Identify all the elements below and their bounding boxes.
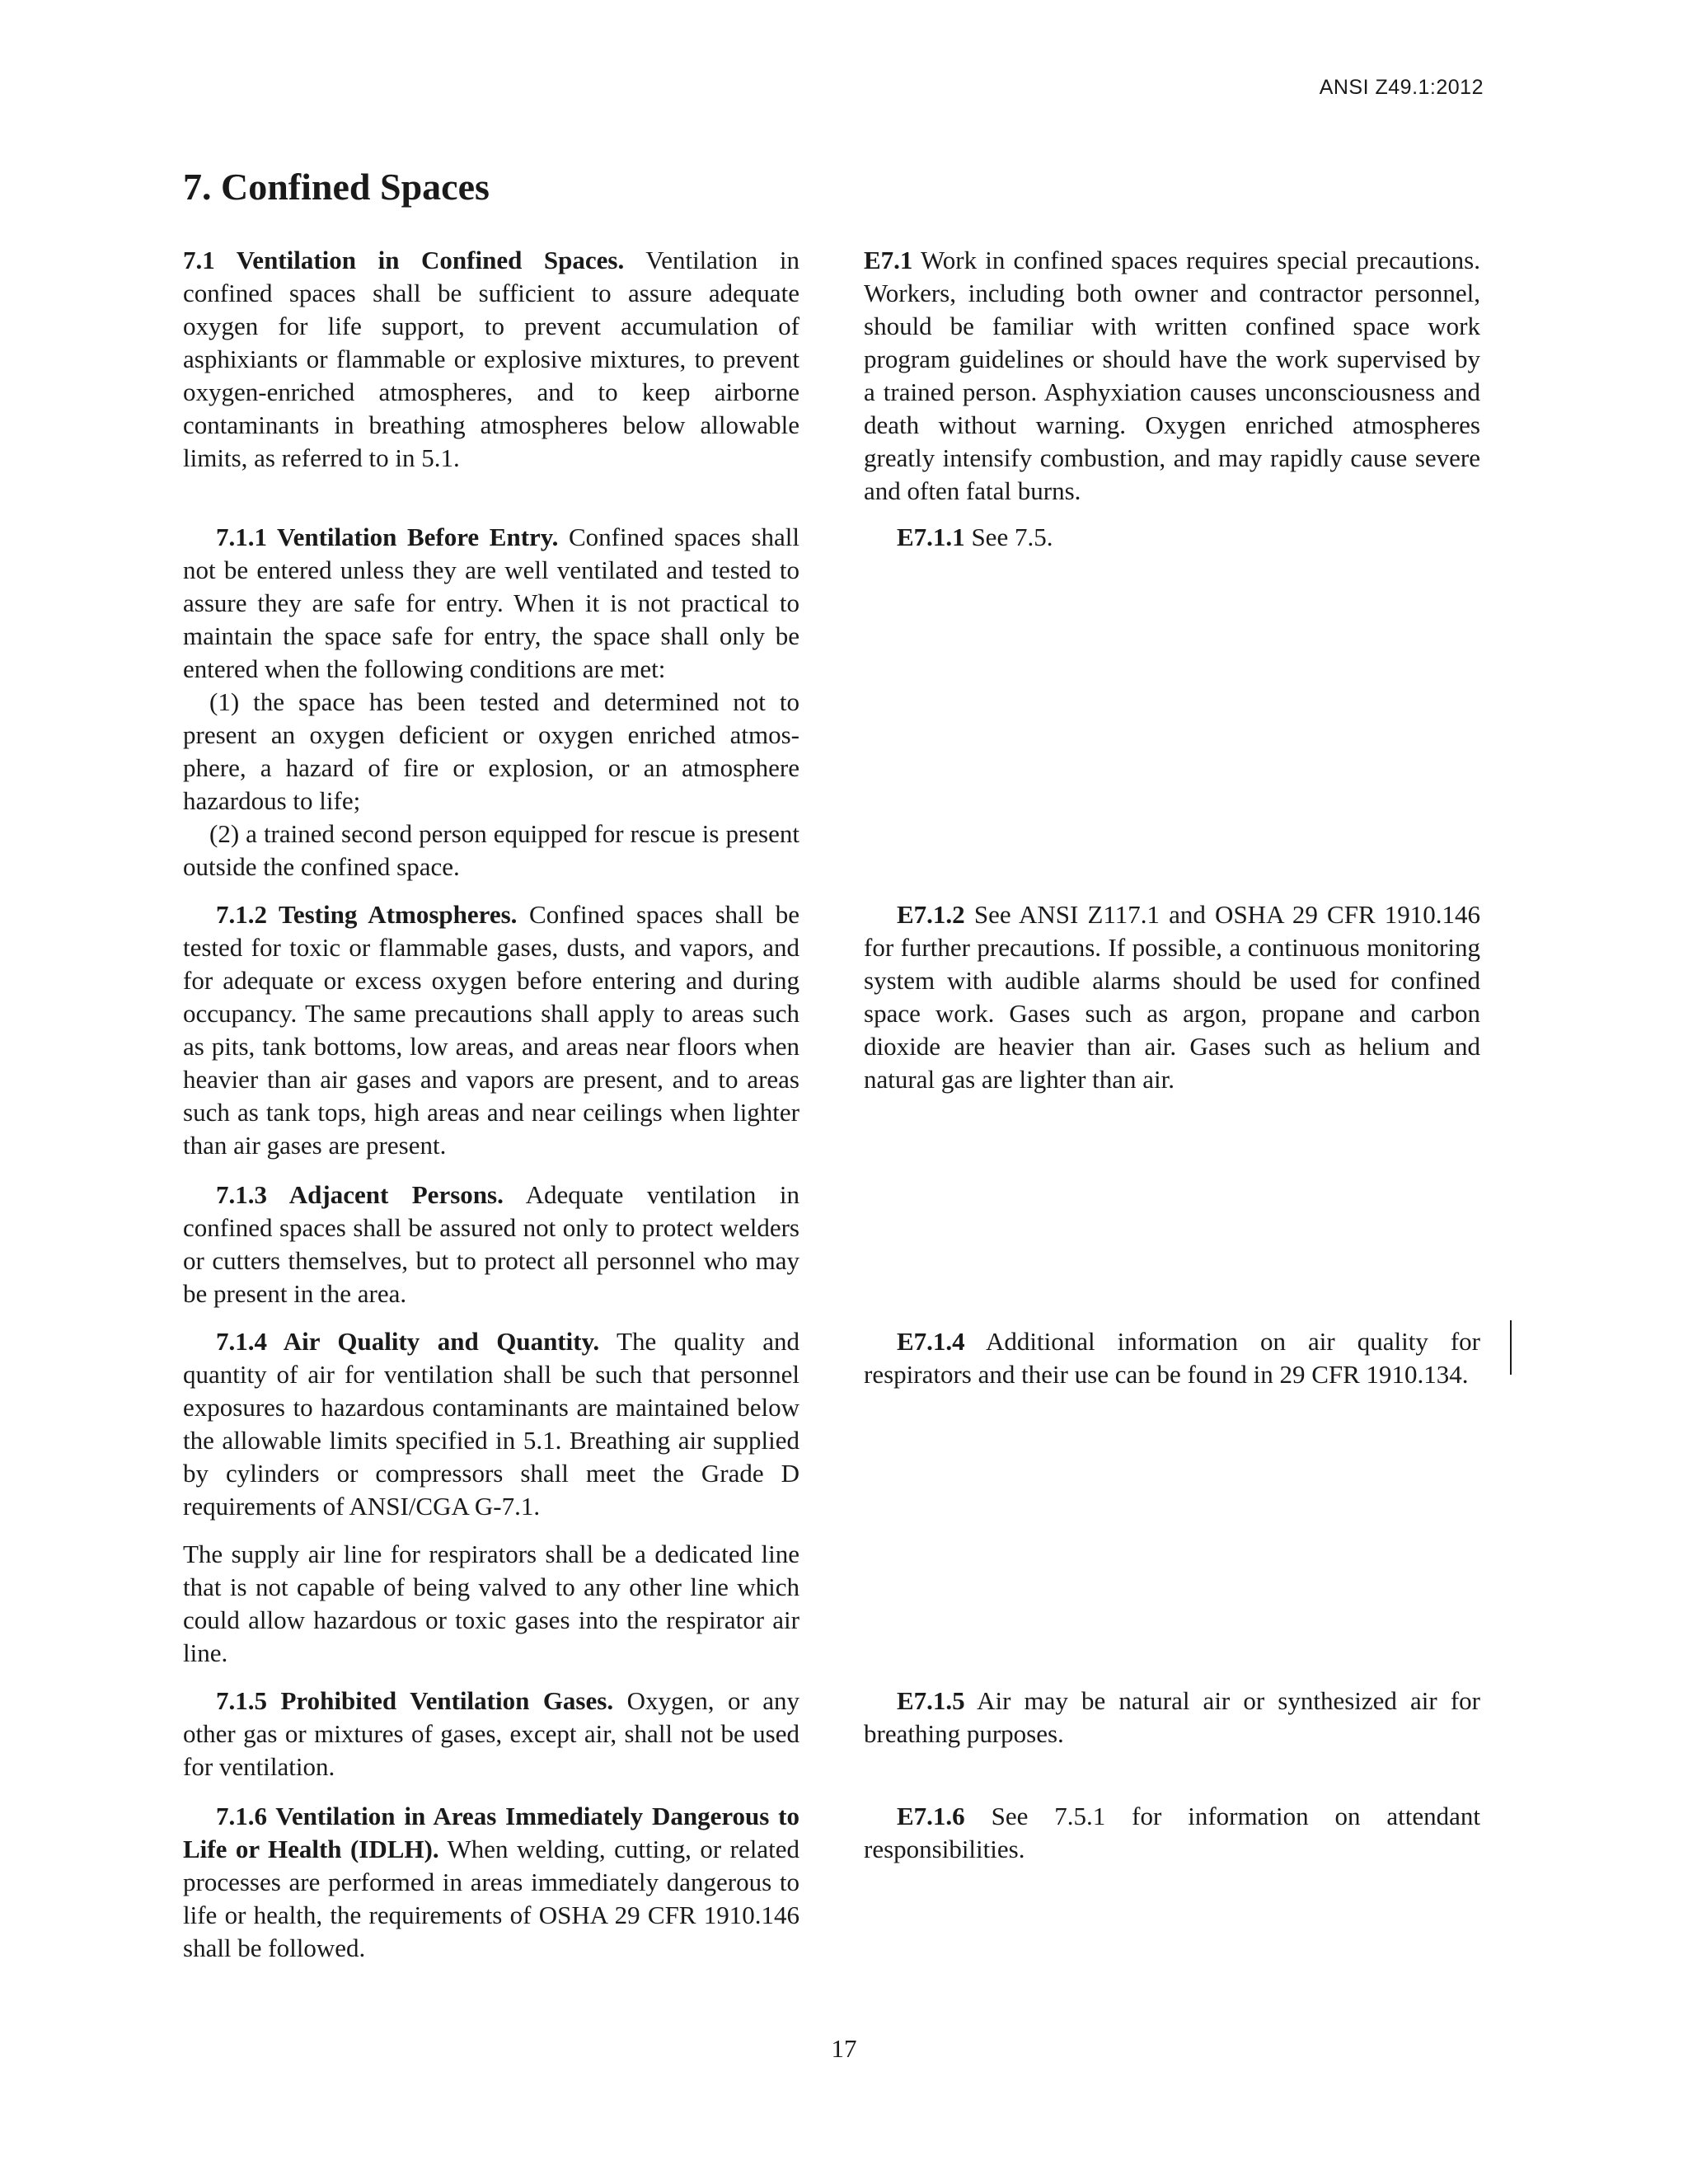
- clause-body: The supply air line for respirators shall be a dedicated line that is not capable of being valved to any other line which could allow hazardous or toxic gases into the respirator air line.: [183, 1540, 799, 1667]
- clause-heading: 7.1 Ventilation in Confined Spaces.: [183, 246, 625, 274]
- clause-heading: 7.1.4 Air Quality and Quantity.: [216, 1327, 600, 1356]
- clause-body: The quality and quantity of air for ventilation shall be such that personnel exposures to hazardous contaminants are maintained below the allowable limits specified in 5.1. Breathing air supplied by cylinders or compressors shall meet the Grade D requirements of ANSI/CGA G-7.1.: [183, 1327, 799, 1521]
- clause-heading: 7.1.5 Prohibited Ventilation Gases.: [216, 1686, 614, 1715]
- explanation-heading: E7.1.6: [897, 1802, 965, 1830]
- clause-body: Ventilation in confined spaces shall be sufficient to assure adequate oxygen for life support, to prevent accumulation of asphixiants or flammable or explosive mixtures, to prevent oxygen-enriched atmospheres, and to keep airborne contaminants in breathing atmospheres below allowable limits, as referred to in 5.1.: [183, 246, 799, 472]
- clause-7-1-4-para2: [183, 1538, 799, 1670]
- section-title: 7. Confined Spaces: [183, 166, 490, 208]
- clause-7-1-4: [183, 1325, 799, 1523]
- list-item: (2) a trained second person equipped for rescue is present outside the confined space.: [183, 819, 799, 881]
- clause-7-1-5: [183, 1685, 799, 1783]
- explanation-e7-1-2: [864, 898, 1480, 1096]
- clause-7-1-6: [183, 1800, 799, 1965]
- explanation-body: See ANSI Z117.1 and OSHA 29 CFR 1910.146 for further precautions. If possible, a continuous monitoring system with audible alarms should be used for confined space work. Gases such as argon, propane and carbon dioxide are heavier than air. Gases such as helium and natural gas are lighter than air.: [864, 900, 1481, 1094]
- explanation-heading: E7.1.2: [897, 900, 965, 929]
- clause-7-1: [183, 244, 799, 475]
- clause-body: Confined spaces shall be tested for toxic or flammable gases, dusts, and vapors, and for adequate or excess oxygen before entering and during occupancy. The same precautions shall apply to areas such as pits, tank bottoms, low areas, and areas near floors when heavier than air gases and vapors are present, and to areas such as tank tops, high areas and near ceilings when lighter than air gases are present.: [183, 900, 799, 1160]
- explanation-e7-1-1: [864, 521, 1480, 554]
- explanation-heading: E7.1.5: [897, 1686, 965, 1715]
- change-bar: [1510, 1320, 1512, 1375]
- clause-7-1-1: [183, 521, 799, 883]
- explanation-body: See 7.5.1 for information on attendant responsibilities.: [864, 1802, 1480, 1863]
- explanation-e7-1-4: [864, 1325, 1480, 1391]
- clause-body: Adequate ventilation in confined spaces shall be assured not only to protect welders or cutters themselves, but to protect all personnel who may be present in the area.: [183, 1180, 799, 1308]
- explanation-body: Air may be natural air or synthesized air for breathing purposes.: [864, 1686, 1480, 1748]
- explanation-e7-1-5: [864, 1685, 1480, 1750]
- explanation-body: Additional information on air quality for respirators and their use can be found in 29 CFR 1910.134.: [864, 1327, 1480, 1389]
- clause-heading: 7.1.2 Testing Atmospheres.: [216, 900, 518, 929]
- clause-7-1-2: [183, 898, 799, 1162]
- explanation-body: Work in confined spaces requires special precautions. Workers, including both owner and contractor personnel, should be familiar with written confined space work program guidelines or should have the work supervised by a trained person. Asphyxiation causes unconsciousness and death without warning. Oxygen enriched atmospheres greatly intensify combustion, and may rapidly cause severe and often fatal burns.: [864, 246, 1480, 505]
- explanation-heading: E7.1.1: [897, 523, 965, 551]
- clause-body: When welding, cutting, or related processes are performed in areas immediately dangerous to life or health, the requirements of OSHA 29 CFR 1910.146 shall be followed.: [183, 1835, 799, 1962]
- clause-heading: 7.1.1 Ventilation Before Entry.: [216, 523, 559, 551]
- list-item: (1) the space has been tested and determined not to present an oxygen deficient or oxygen enriched atmos-phere, a hazard of fire or explosion, or an atmosphere hazardous to life;: [183, 687, 799, 815]
- explanation-heading: E7.1: [864, 246, 913, 274]
- clause-body: Oxygen, or any other gas or mixtures of gases, except air, shall not be used for ventilation.: [183, 1686, 800, 1781]
- explanation-e7-1: [864, 244, 1480, 508]
- clause-heading: 7.1.3 Adjacent Persons.: [216, 1180, 504, 1209]
- clause-body: Confined spaces shall not be entered unless they are well ventilated and tested to assure they are safe for entry. When it is not practical to maintain the space safe for entry, the space shall only be entered when the following conditions are met:: [183, 523, 800, 683]
- clause-7-1-3: [183, 1179, 799, 1310]
- clause-heading: 7.1.6 Ventilation in Areas Immediately Dangerous to Life or Health (IDLH).: [183, 1802, 799, 1863]
- explanation-e7-1-6: [864, 1800, 1480, 1866]
- explanation-body: See 7.5.: [971, 523, 1053, 551]
- explanation-heading: E7.1.4: [897, 1327, 965, 1356]
- header-doc-ref: ANSI Z49.1:2012: [1319, 76, 1484, 99]
- page-number: 17: [831, 2034, 857, 2063]
